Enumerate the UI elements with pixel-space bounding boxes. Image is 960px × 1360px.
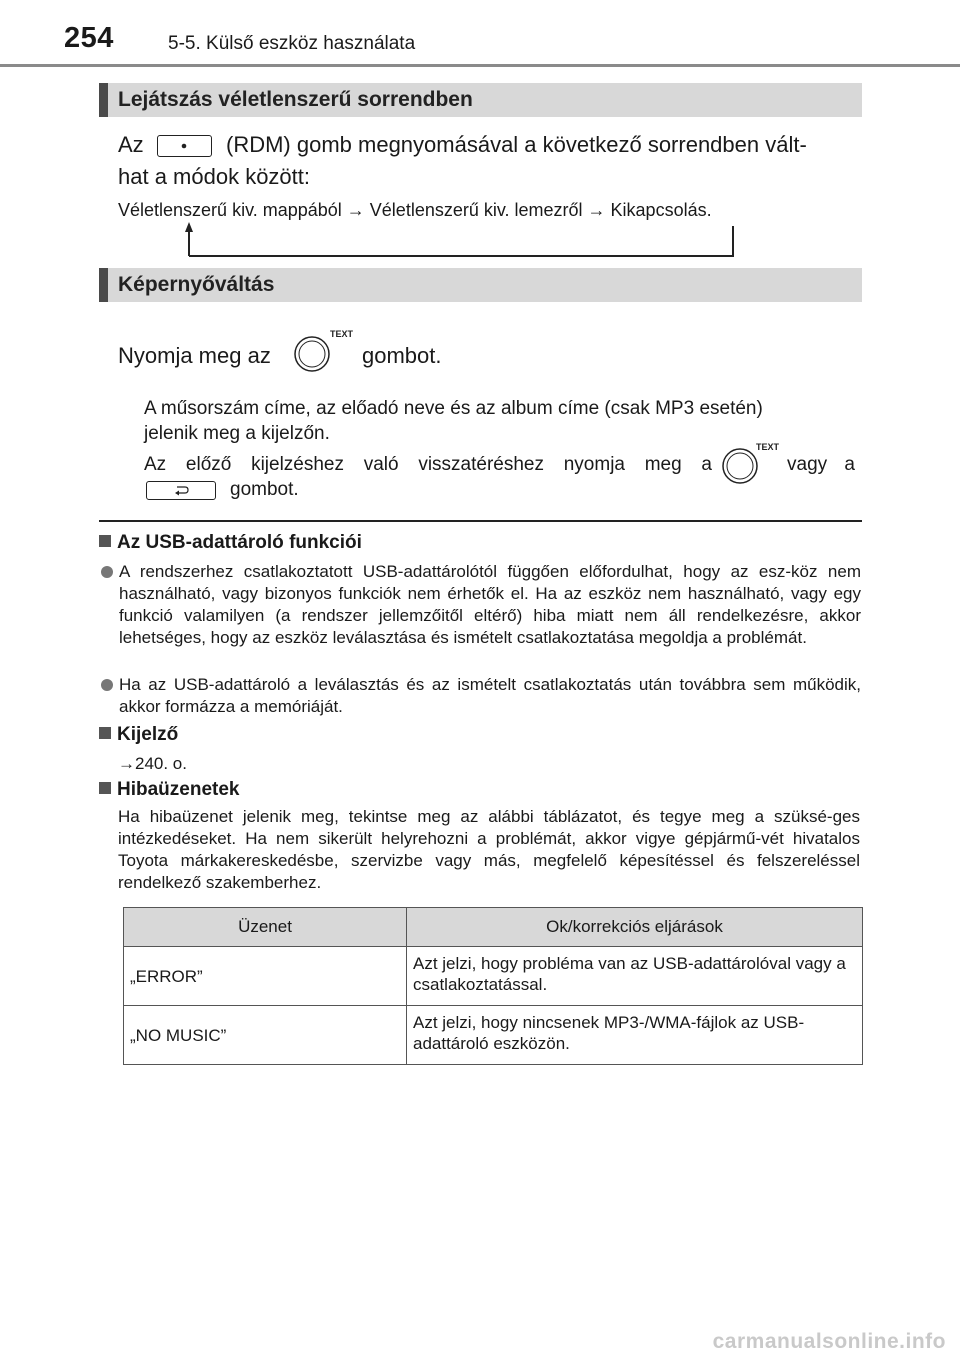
rdm-button-icon (157, 135, 212, 157)
random-text-line2: hat a módok között: (118, 164, 310, 189)
error-table (123, 907, 863, 1065)
round-bullet-icon (101, 566, 113, 578)
press-text-a: Nyomja meg az (118, 343, 271, 368)
table-cell-message: „NO MUSIC” (124, 1006, 407, 1065)
display-reference: →240. o. (118, 754, 187, 773)
section-divider (99, 520, 862, 522)
back-text-c: gombot. (230, 479, 299, 500)
section-header-screen (99, 268, 862, 302)
text-knob-icon (294, 326, 358, 374)
square-bullet-icon (99, 535, 111, 547)
round-bullet-icon (101, 679, 113, 691)
usb-heading (99, 532, 362, 554)
random-text-a: Az (118, 132, 144, 157)
square-bullet-icon (99, 727, 111, 739)
info-line-1: A műsorszám címe, az előadó neve és az album címe (csak MP3 esetén) (144, 398, 763, 419)
table-cell-message: „ERROR” (124, 947, 407, 1006)
section-header-random (99, 83, 862, 117)
usb-bullet-1-text: A rendszerhez csatlakoztatott USB-adattárolótól függően előfordulhat, hogy az esz-köz nem használható, vagy bizonyos funkciók nem érhetők el. Ha az eszköz nem használható, vagy egy funkció valamilyen (a rendszer jellemzőitől eltérő) hiba miatt nem áll rendelkezésre, akkor lehetséges, hogy az eszköz leválasztása és ismételt csatlakoztatása megoldja a problémát. (119, 562, 861, 647)
display-heading-text: Kijelző (117, 724, 179, 745)
table-cell-action: Azt jelzi, hogy nincsenek MP3-/WMA-fájlok az USB-adattároló eszközön. (407, 1006, 863, 1065)
usb-heading-text: Az USB-adattároló funkciói (117, 532, 362, 553)
square-bullet-icon (99, 782, 111, 794)
table-header-message: Üzenet (124, 908, 407, 947)
random-text-b: (RDM) gomb megnyomásával a következő sorrendben vált- (226, 132, 807, 157)
section-title-screen: Képernyőváltás (118, 273, 275, 296)
usb-bullet-1 (99, 561, 861, 649)
table-cell-action: Azt jelzi, hogy probléma van az USB-adattárolóval vagy a csatlakoztatással. (407, 947, 863, 1006)
errors-intro: Ha hibaüzenet jelenik meg, tekintse meg az alábbi táblázatot, és tegye meg a szüksé-ges intézkedéseket. Ha nem sikerült helyrehozni a problémát, akkor vigye gépjármű-vét hivatalos Toyota márkakereskedésbe, szervizbe vagy más, megfelelő képesítéssel és felszereléssel rendelkező szakemberhez. (118, 807, 860, 892)
page-number: 254 (64, 22, 114, 54)
knob-label: TEXT (330, 329, 354, 339)
info-line-2: jelenik meg a kijelzőn. (144, 423, 330, 444)
back-button-icon (146, 481, 216, 500)
knob-label-2: TEXT (756, 442, 780, 452)
table-header-action: Ok/korrekciós eljárások (407, 908, 863, 947)
errors-heading (99, 779, 239, 801)
table-row (124, 947, 863, 1006)
back-text-b: vagy a (787, 454, 855, 475)
random-sequence: Véletlenszerű kiv. mappából → Véletlenszerű kiv. lemezről → Kikapcsolás. (118, 200, 712, 220)
display-heading (99, 724, 178, 746)
header-divider (0, 64, 960, 67)
text-knob-icon-2 (722, 440, 786, 488)
section-title-random: Lejátszás véletlenszerű sorrendben (118, 88, 473, 111)
loop-arrow-icon (180, 222, 740, 260)
table-header-row (124, 908, 863, 947)
errors-heading-text: Hibaüzenetek (117, 779, 240, 800)
watermark: carmanualsonline.info (712, 1330, 946, 1353)
chapter-title: 5-5. Külső eszköz használata (168, 33, 416, 54)
usb-bullet-2 (99, 674, 861, 718)
back-text-a: Az előző kijelzéshez való visszatéréshez nyomja meg a (144, 454, 712, 475)
table-row (124, 1006, 863, 1065)
usb-bullet-2-text: Ha az USB-adattároló a leválasztás és az ismételt csatlakoztatás után továbbra sem működik, akkor formázza a memóriáját. (119, 675, 861, 716)
press-text-b: gombot. (362, 343, 442, 368)
